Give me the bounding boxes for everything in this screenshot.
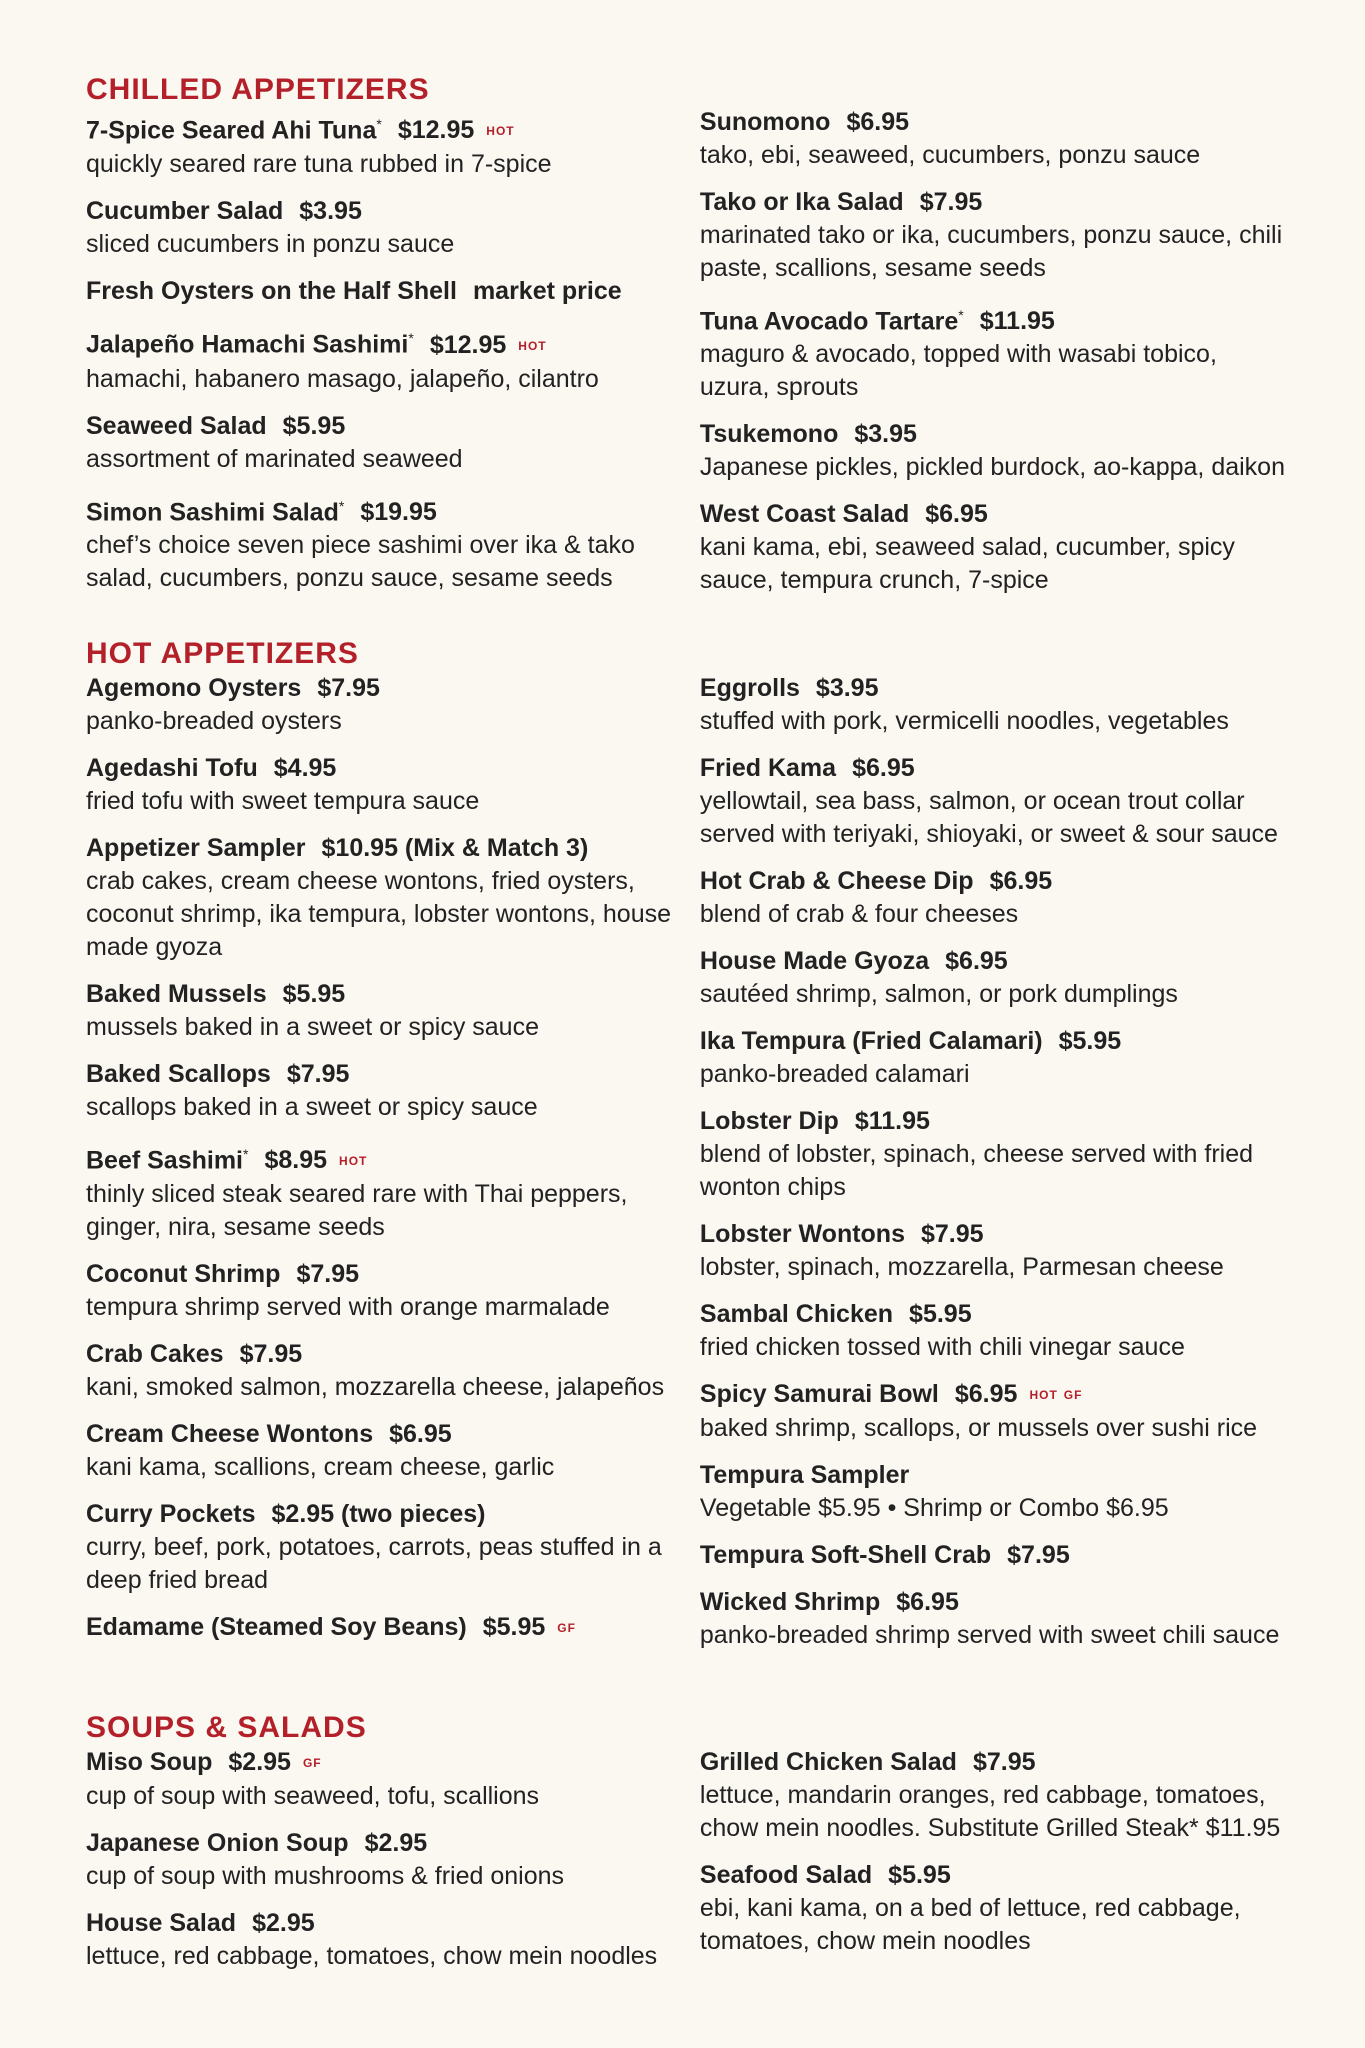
menu-item-head — [700, 1746, 1286, 1779]
menu-item-head — [700, 106, 1286, 139]
item-name: Lobster Wontons — [699, 1220, 905, 1248]
item-name: Tsukemono — [699, 420, 839, 449]
column-left — [86, 108, 700, 611]
item-name: House Made Gyoza — [699, 947, 930, 975]
section-chilled-appetizers — [86, 72, 1286, 611]
item-price: $5.95 — [888, 1861, 951, 1889]
menu-item-head — [86, 1827, 700, 1860]
menu-item-head — [700, 945, 1286, 978]
item-description: thinly sliced steak seared rare with Thai peppers, ginger, nira, sesame seeds — [86, 1180, 628, 1242]
item-price: $8.95 — [264, 1146, 328, 1175]
item-description: kani kama, ebi, seaweed salad, cucumber, spicy sauce, tempura crunch, 7-spice — [699, 533, 1235, 595]
menu-item — [700, 1859, 1286, 1958]
item-description: kani, smoked salmon, mozzarella cheese, jalapeños — [86, 1373, 665, 1402]
menu-item — [86, 1138, 700, 1244]
item-price: $19.95 — [360, 497, 437, 526]
menu-item-head — [700, 299, 1286, 338]
item-price: $2.95 — [228, 1748, 291, 1776]
gluten-free-badge: GF — [557, 1621, 576, 1636]
menu-item — [86, 832, 700, 964]
item-price: $7.95 — [296, 1260, 359, 1289]
item-price: $6.95 — [945, 947, 1008, 975]
item-name: Cucumber Salad — [86, 197, 284, 226]
menu-item-head — [86, 410, 700, 443]
menu-item — [700, 1586, 1286, 1652]
menu-item — [700, 1025, 1286, 1091]
item-description: marinated tako or ika, cucumbers, ponzu sauce, chili paste, scallions, sesame seeds — [699, 221, 1283, 282]
menu-item — [86, 1418, 700, 1484]
menu-item-head — [700, 865, 1286, 898]
menu-item-head — [86, 275, 700, 308]
item-price: $6.95 — [389, 1420, 452, 1449]
item-name: Agedashi Tofu — [86, 754, 258, 782]
item-name: West Coast Salad — [699, 500, 910, 529]
menu-item-head — [86, 1258, 700, 1291]
item-description: fried tofu with sweet tempura sauce — [86, 787, 480, 815]
menu-item-head — [86, 1058, 700, 1091]
menu-item-head — [700, 1859, 1286, 1892]
menu-item-head — [700, 498, 1286, 531]
item-price: $7.95 — [919, 188, 983, 216]
menu-item — [86, 1338, 700, 1404]
item-price: $5.95 — [282, 980, 346, 1008]
menu-item-head — [86, 978, 700, 1011]
menu-item — [700, 865, 1286, 931]
hot-badge: HOT — [518, 338, 547, 353]
item-name: Seaweed Salad — [86, 411, 267, 440]
menu-item-head — [700, 672, 1286, 705]
item-name: Fried Kama — [699, 754, 837, 782]
raw-warning-asterisk: * — [243, 1146, 249, 1162]
menu-item-head — [86, 1338, 700, 1371]
menu-item — [700, 1218, 1286, 1284]
menu-item — [700, 186, 1286, 285]
menu-item-head — [86, 1138, 700, 1178]
item-price: $2.95 — [364, 1829, 428, 1857]
item-price: market price — [472, 277, 622, 306]
raw-warning-asterisk: * — [958, 307, 964, 323]
menu-item-head — [86, 1907, 700, 1940]
item-name: Baked Scallops — [86, 1060, 271, 1088]
menu-item — [86, 1746, 700, 1813]
column-left — [86, 672, 700, 1666]
item-name: Hot Crab & Cheese Dip — [699, 867, 974, 895]
menu-item-head — [700, 1459, 1286, 1492]
item-name: Sambal Chicken — [699, 1300, 894, 1328]
item-price: $12.95 — [397, 116, 475, 145]
menu-item — [700, 1298, 1286, 1364]
section-soups-salads — [86, 1710, 1286, 1987]
column-left — [86, 1746, 700, 1987]
menu-item — [700, 672, 1286, 738]
item-price: $5.95 — [482, 1613, 546, 1642]
menu-item-head — [86, 752, 700, 785]
item-price: $6.95 — [954, 1380, 1018, 1408]
item-name: House Salad — [86, 1909, 237, 1937]
section-title: HOT APPETIZERS — [86, 637, 359, 670]
item-description: curry, beef, pork, potatoes, carrots, peas stuffed in a deep fried bread — [86, 1533, 662, 1595]
item-name: Japanese Onion Soup — [86, 1829, 349, 1857]
menu-item — [86, 978, 700, 1044]
item-description: kani kama, scallions, cream cheese, garlic — [86, 1453, 555, 1482]
menu-item-head — [86, 195, 700, 228]
menu-item — [86, 1258, 700, 1324]
item-description: lettuce, red cabbage, tomatoes, chow mein noodles — [86, 1942, 658, 1970]
item-description: maguro & avocado, topped with wasabi tobico, uzura, sprouts — [699, 340, 1217, 402]
item-description: cup of soup with seaweed, tofu, scallions — [86, 1782, 540, 1810]
item-name: Tempura Sampler — [699, 1461, 910, 1489]
item-price: $7.95 — [286, 1060, 350, 1088]
item-price: $2.95 — [252, 1909, 315, 1937]
column-right — [700, 1746, 1286, 1987]
item-name: Crab Cakes — [86, 1340, 224, 1369]
section-hot-appetizers — [86, 636, 1286, 1666]
item-description: tempura shrimp served with orange marmalade — [86, 1293, 610, 1322]
menu-item — [86, 1827, 700, 1893]
item-price: $3.95 — [815, 674, 879, 702]
menu-item-head — [700, 1105, 1286, 1138]
item-description: panko-breaded oysters — [86, 707, 342, 735]
hot-badge: HOT — [339, 1154, 368, 1169]
item-description: fried chicken tossed with chili vinegar sauce — [699, 1333, 1185, 1361]
item-price: $6.95 — [925, 500, 988, 529]
section-title: SOUPS & SALADS — [86, 1711, 367, 1744]
menu-item-head — [86, 1498, 700, 1531]
item-price: $4.95 — [273, 754, 337, 782]
menu-item — [86, 108, 700, 181]
menu-item-head — [700, 1586, 1286, 1619]
item-name: Tako or Ika Salad — [699, 188, 904, 216]
column-right — [700, 672, 1286, 1666]
item-name: Edamame (Steamed Soy Beans) — [86, 1613, 467, 1642]
menu-item-head — [700, 186, 1286, 219]
item-name: Simon Sashimi Salad — [86, 497, 339, 526]
menu-item-head — [700, 752, 1286, 785]
item-name: Baked Mussels — [86, 980, 267, 1008]
raw-warning-asterisk: * — [408, 330, 414, 347]
menu-item — [700, 498, 1286, 597]
menu-item — [700, 1746, 1286, 1845]
item-price: $2.95 (two pieces) — [271, 1500, 486, 1529]
menu-item — [86, 490, 700, 595]
item-price: $5.95 — [1058, 1027, 1122, 1055]
menu-item — [86, 322, 700, 395]
item-description: yellowtail, sea bass, salmon, or ocean trout collar served with teriyaki, shioyaki, or sweet & sour sauce — [699, 787, 1278, 848]
item-price: $11.95 — [979, 307, 1055, 336]
item-price: $6.95 — [852, 754, 915, 782]
item-price: $3.95 — [299, 197, 362, 226]
menu-item — [700, 752, 1286, 851]
menu-item-head — [700, 1378, 1286, 1412]
section-title: CHILLED APPETIZERS — [86, 73, 430, 106]
item-price: $6.95 — [846, 108, 909, 136]
item-description: chef’s choice seven piece sashimi over ika & tako salad, cucumbers, ponzu sauce, sesame seeds — [86, 530, 635, 592]
item-description: Vegetable $5.95 • Shrimp or Combo $6.95 — [699, 1494, 1169, 1522]
column-right — [700, 106, 1286, 611]
menu-item — [700, 945, 1286, 1011]
item-name: Grilled Chicken Salad — [699, 1748, 957, 1776]
hot-badge: HOT — [486, 124, 515, 139]
menu-item-head — [86, 322, 700, 362]
menu-item — [86, 1498, 700, 1597]
item-description: stuffed with pork, vermicelli noodles, vegetables — [699, 707, 1229, 735]
menu-item — [700, 1105, 1286, 1204]
item-description: panko-breaded calamari — [699, 1060, 970, 1088]
menu-item — [700, 1539, 1286, 1572]
item-description: blend of lobster, spinach, cheese served with fried wonton chips — [699, 1140, 1254, 1201]
item-description: blend of crab & four cheeses — [699, 900, 1019, 928]
item-name: Eggrolls — [699, 674, 800, 702]
item-name: Tempura Soft-Shell Crab — [699, 1541, 992, 1569]
menu-item-head — [700, 1025, 1286, 1058]
menu-item-head — [86, 108, 700, 148]
item-name: 7-Spice Seared Ahi Tuna — [86, 116, 377, 145]
item-description: ebi, kani kama, on a bed of lettuce, red cabbage, tomatoes, chow mein noodles — [699, 1894, 1241, 1955]
item-price: $10.95 (Mix & Match 3) — [321, 834, 589, 862]
menu-item-head — [86, 832, 700, 865]
menu-item — [86, 195, 700, 261]
menu-item — [86, 1907, 700, 1973]
item-description: panko-breaded shrimp served with sweet chili sauce — [699, 1621, 1280, 1649]
item-description: lettuce, mandarin oranges, red cabbage, tomatoes, chow mein noodles. Substitute Grilled Steak* $11.95 — [699, 1781, 1281, 1842]
menu-item-head — [700, 418, 1286, 451]
menu-item-head — [86, 1746, 700, 1780]
item-price: $6.95 — [896, 1588, 959, 1616]
item-name: Coconut Shrimp — [86, 1260, 281, 1289]
menu-item — [700, 1378, 1286, 1445]
item-name: Appetizer Sampler — [86, 834, 306, 862]
raw-warning-asterisk: * — [376, 116, 382, 132]
menu-item-head — [86, 490, 700, 529]
item-name: Cream Cheese Wontons — [86, 1420, 374, 1449]
item-name: Miso Soup — [86, 1748, 213, 1776]
menu-item — [700, 1459, 1286, 1525]
menu-item — [86, 275, 700, 308]
menu-item — [700, 299, 1286, 404]
item-description: scallops baked in a sweet or spicy sauce — [86, 1093, 538, 1121]
item-price: $11.95 — [854, 1107, 930, 1135]
item-description: quickly seared rare tuna rubbed in 7-spice — [86, 150, 552, 179]
item-name: Jalapeño Hamachi Sashimi — [86, 330, 409, 359]
item-description: lobster, spinach, mozzarella, Parmesan cheese — [699, 1253, 1224, 1281]
gluten-free-badge: GF — [302, 1756, 322, 1770]
item-description: sliced cucumbers in ponzu sauce — [86, 230, 455, 259]
item-name: Fresh Oysters on the Half Shell — [86, 277, 457, 306]
menu-item — [86, 672, 700, 738]
menu-item — [700, 418, 1286, 484]
item-description: Japanese pickles, pickled burdock, ao-kappa, daikon — [699, 453, 1285, 482]
item-name: Agemono Oysters — [86, 674, 302, 702]
item-description: baked shrimp, scallops, or mussels over sushi rice — [699, 1414, 1258, 1442]
item-name: Sunomono — [699, 108, 831, 136]
item-name: Beef Sashimi — [86, 1146, 244, 1175]
item-name: Tuna Avocado Tartare — [699, 307, 959, 336]
menu-item — [700, 106, 1286, 172]
item-description: mussels baked in a sweet or spicy sauce — [86, 1013, 539, 1041]
item-price: $7.95 — [1007, 1541, 1070, 1569]
menu-item — [86, 410, 700, 476]
item-price: $6.95 — [989, 867, 1053, 895]
menu-item — [86, 1611, 700, 1645]
menu-item — [86, 1058, 700, 1124]
item-description: assortment of marinated seaweed — [86, 444, 463, 473]
item-price: $5.95 — [282, 411, 346, 440]
menu-item — [86, 752, 700, 818]
item-description: tako, ebi, seaweed, cucumbers, ponzu sauce — [699, 141, 1201, 169]
item-name: Wicked Shrimp — [699, 1588, 881, 1616]
menu-item-head — [86, 1611, 700, 1645]
item-name: Seafood Salad — [699, 1861, 873, 1889]
item-price: $5.95 — [909, 1300, 972, 1328]
gluten-free-badge: GF — [1063, 1388, 1083, 1402]
item-price: $7.95 — [920, 1220, 984, 1248]
menu-item-head — [86, 1418, 700, 1451]
item-description: crab cakes, cream cheese wontons, fried oysters, coconut shrimp, ika tempura, lobster wontons, house made gyoza — [86, 867, 672, 961]
item-price: $7.95 — [239, 1340, 303, 1369]
item-description: cup of soup with mushrooms & fried onions — [86, 1862, 565, 1890]
menu-item-head — [700, 1298, 1286, 1331]
item-name: Ika Tempura (Fried Calamari) — [699, 1027, 1043, 1055]
menu-item-head — [86, 672, 700, 705]
menu-item-head — [700, 1539, 1286, 1572]
item-description: hamachi, habanero masago, jalapeño, cilantro — [86, 364, 599, 393]
item-price: $3.95 — [854, 420, 917, 449]
item-name: Spicy Samurai Bowl — [699, 1380, 939, 1408]
item-name: Lobster Dip — [699, 1107, 839, 1135]
item-price: $12.95 — [429, 330, 507, 359]
hot-badge: HOT — [1029, 1388, 1058, 1402]
item-description: sautéed shrimp, salmon, or pork dumplings — [699, 980, 1178, 1008]
menu-item-head — [700, 1218, 1286, 1251]
item-price: $7.95 — [317, 674, 380, 702]
raw-warning-asterisk: * — [338, 497, 345, 514]
item-price: $7.95 — [972, 1748, 1036, 1776]
item-name: Curry Pockets — [86, 1500, 256, 1529]
